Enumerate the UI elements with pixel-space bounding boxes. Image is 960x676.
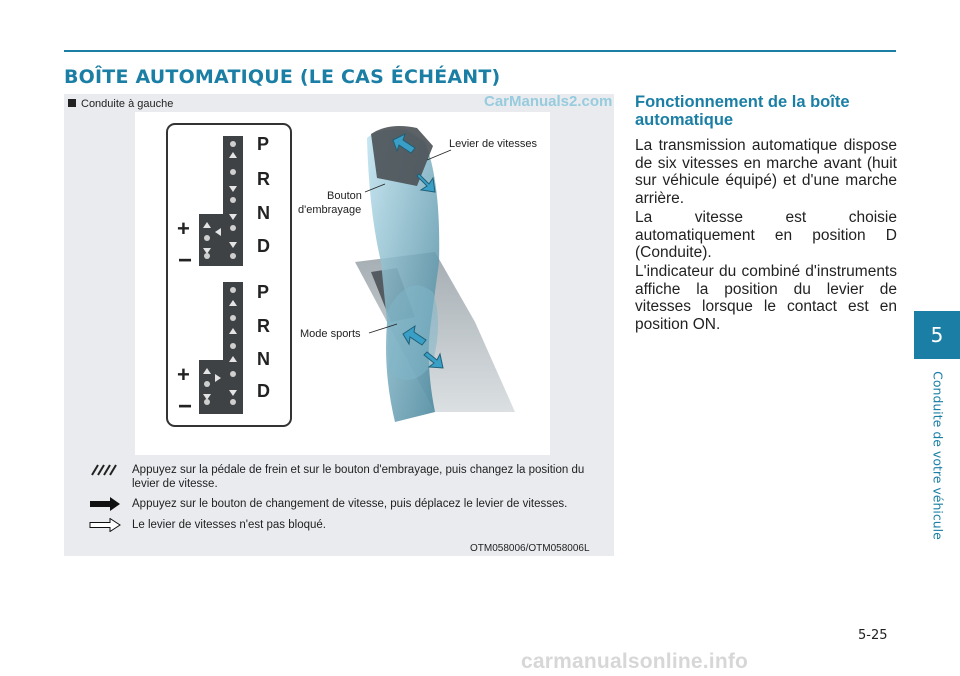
plus-sign-upper: +	[177, 216, 190, 241]
minus-sign-lower: −	[178, 393, 193, 420]
gate-letter-d-upper: D	[257, 236, 270, 256]
hatched-arrow-icon	[88, 463, 122, 477]
section-title: Fonctionnement de la boîte automatique	[635, 93, 850, 129]
paragraph-1: La transmission automatique dispose de six vitesses en marche avant (huit sur véhicule équipé) et d'une marche arrière.	[635, 137, 897, 207]
chapter-number-tab: 5	[914, 311, 960, 359]
bullet-square-icon	[68, 99, 76, 107]
gate-letter-p-lower: P	[257, 282, 270, 302]
top-rule	[64, 50, 896, 52]
chapter-title: Conduite de votre véhicule	[930, 371, 946, 540]
shift-illustration	[135, 112, 550, 455]
legend-text-solid: Appuyez sur le bouton de changement de vitesse, puis déplacez le levier de vitesses.	[132, 498, 568, 510]
drive-label-text: Conduite à gauche	[81, 98, 174, 110]
callout-sport: Mode sports	[300, 328, 361, 340]
legend-text-hatched: Appuyez sur la pédale de frein et sur le bouton d'embrayage, puis changez la position du levier de vitesse.	[132, 464, 585, 490]
page-number: 5-25	[858, 628, 888, 643]
watermark: CarManuals2.com	[484, 93, 613, 110]
plus-sign-lower: +	[177, 362, 190, 387]
gate-letter-r-upper: R	[257, 169, 270, 189]
solid-arrow-icon	[88, 497, 122, 511]
gate-letter-r-lower: R	[257, 316, 270, 336]
shift-console	[355, 126, 515, 422]
paragraph-3: L'indicateur du combiné d'instruments affiche la position du levier de vitesses lorsque le contact est en position ON.	[635, 263, 897, 333]
outline-arrow-icon	[88, 518, 122, 532]
gate-letter-n-lower: N	[257, 349, 270, 369]
illustration-area	[135, 112, 550, 455]
footer-watermark: carmanualsonline.info	[521, 650, 749, 673]
callout-lever: Levier de vitesses	[449, 138, 538, 150]
minus-sign-upper: −	[178, 247, 193, 274]
gate-letter-p-upper: P	[257, 134, 270, 154]
legend-text-outline: Le levier de vitesses n'est pas bloqué.	[132, 519, 326, 531]
drive-label	[68, 98, 173, 110]
figure-code: OTM058006/OTM058006L	[470, 543, 590, 554]
callout-button-line2: d'embrayage	[298, 204, 362, 216]
callout-button-line1: Bouton	[327, 190, 362, 202]
gate-letter-d-lower: D	[257, 381, 270, 401]
gate-letter-n-upper: N	[257, 203, 270, 223]
page-heading: BOÎTE AUTOMATIQUE (LE CAS ÉCHÉANT)	[64, 66, 501, 88]
paragraph-2: La vitesse est choisie automatiquement en position D (Conduite).	[635, 209, 897, 261]
